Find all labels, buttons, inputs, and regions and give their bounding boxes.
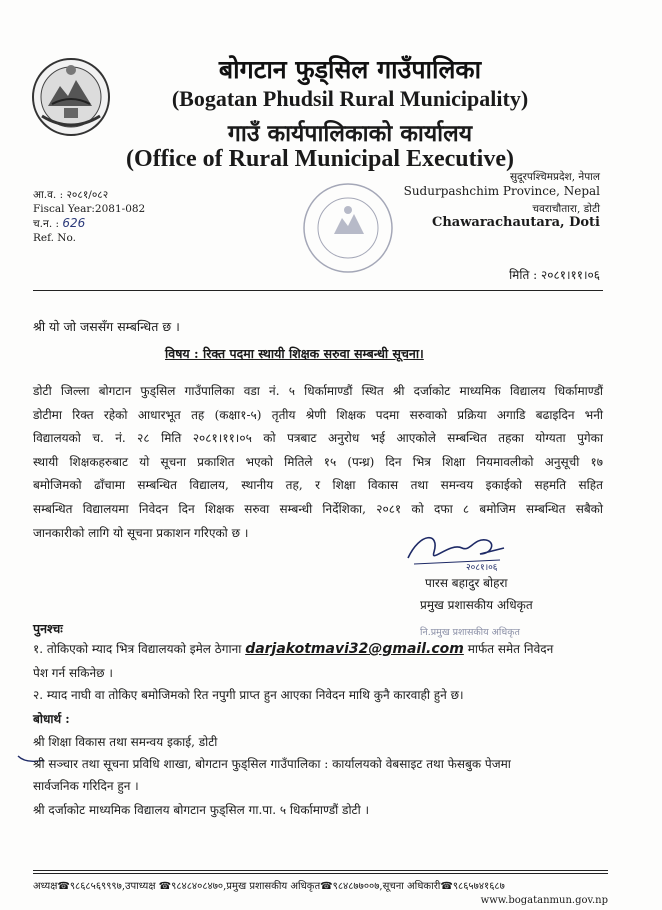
faint-officer-stamp: नि.प्रमुख प्रशासकीय अधिकृत <box>420 627 520 638</box>
school-email-link[interactable]: darjakotmavi32@gmail.com <box>245 641 464 657</box>
signatory-name: पारस बहादुर बोहरा <box>425 576 508 590</box>
org-name-en: (Bogatan Phudsil Rural Municipality) <box>171 86 529 111</box>
dispatch-number-value: 626 <box>62 216 86 230</box>
body-line: सम्बन्धित विद्यालयमा निवेदन दिन शिक्षक सरुवा सम्बन्धी निर्देशिका, २०८१ को दफा ८ बमोजिम सम्बन्धित सबैको <box>33 501 603 516</box>
fiscal-year-en: Fiscal Year:2081-082 <box>33 203 146 215</box>
footer-contacts: अध्यक्ष☎९८६८५६९९९७,उपाध्यक्ष ☎९८४८४०८४७०,प्रमुख प्रशासकीय अधिकृत☎९८४८७७००७,सूचना अधिकारी☎९८६५७४१६८७ <box>33 881 505 892</box>
postscript-item-1-tail: मार्फत समेत निवेदन <box>467 642 554 656</box>
signatory-title: प्रमुख प्रशासकीय अधिकृत <box>420 598 533 612</box>
place-en: Chawarachautara, Doti <box>432 215 600 230</box>
signature-date-mark: २०८१।०६ <box>466 563 498 572</box>
body-line: डोटीमा रिक्त रहेको आधारभूत तह (कक्षा१-५) तृतीय श्रेणी शिक्षक पदमा सरुवाको प्रक्रिया अगाडि बढाइदिन भनी <box>33 407 603 422</box>
dispatch-number <box>33 216 145 231</box>
letter-date: मिति : २०८१।११।०६ <box>509 268 600 282</box>
header-divider <box>33 290 603 291</box>
place-np: चवराचौतारा, डोटी <box>532 203 600 215</box>
cc-line-1: श्री शिक्षा विकास तथा समन्वय इकाई, डोटी <box>33 735 218 749</box>
address-block <box>404 170 600 230</box>
footer-divider <box>33 870 608 874</box>
handwritten-signature <box>400 528 510 572</box>
postscript-heading: पुनश्चः <box>33 621 63 636</box>
postscript-item-1-text: १. तोकिएको म्याद भित्र विद्यालयको इमेल ठेगाना <box>33 642 242 656</box>
body-line: स्थायी शिक्षकहरुबाट यो सूचना प्रकाशित भएको मितिले १५ (पन्ध्र) दिन भित्र शिक्षा नियमावलीको अनुसूची १७ <box>33 454 603 469</box>
office-seal-stamp <box>300 180 396 276</box>
office-name-en: (Office of Rural Municipal Executive) <box>126 146 514 172</box>
province-np: सुदूरपश्चिमप्रदेश, नेपाल <box>509 171 600 183</box>
org-name-np: बोगटान फुड्सिल गाउँपालिका <box>218 55 482 84</box>
footer-website[interactable]: www.bogatanmun.gov.np <box>480 895 608 906</box>
dispatch-number-label: च.न. : <box>33 218 60 230</box>
postscript-item-1-cont: पेश गर्न सकिनेछ । <box>33 666 113 680</box>
cc-line-2-cont: सार्वजनिक गरिदिन हुन । <box>33 779 139 793</box>
fiscal-year-np: आ.व. : २०८१/०८२ <box>33 189 109 201</box>
province-en: Sudurpashchim Province, Nepal <box>403 184 600 198</box>
nepal-emblem-logo <box>30 56 112 138</box>
body-line: बमोजिमको ढाँचामा सम्बन्धित विद्यालय, स्थानीय तह, र शिक्षा विकास तथा समन्वय इकाईको सहमति सहित <box>33 478 603 493</box>
cc-line-3: श्री दर्जाकोट माध्यमिक विद्यालय बोगटान फुड्सिल गा.पा. ५ धिर्कामाण्डौं डोटी । <box>33 803 370 817</box>
ref-no-label: Ref. No. <box>33 232 76 244</box>
body-line: डोटी जिल्ला बोगटान फुड्सिल गाउँपालिका वडा नं. ५ धिर्कामाण्डौं स्थित श्री दर्जाकोट माध्यमिक विद्यालय धिर्कामाण्डौं <box>33 384 603 398</box>
notice-body <box>33 380 603 545</box>
postscript-item-1 <box>33 640 553 657</box>
body-line: विद्यालयको च. नं. २८ मिति २०८१।११।०५ को पत्रबाट अनुरोध भई आएकोले सम्बन्धित तहका योग्यता पुगेका <box>33 431 603 446</box>
salutation: श्री यो जो जससँग सम्बन्धित छ । <box>33 319 180 334</box>
cc-heading: बोधार्थ : <box>33 712 70 726</box>
cc-line-2: श्री सञ्चार तथा सूचना प्रविधि शाखा, बोगटान फुड्सिल गाउँपालिका : कार्यालयको वेबसाइट तथा फेसबुक पेजमा <box>33 757 511 771</box>
office-name-np: गाउँ कार्यपालिकाको कार्यालय <box>227 120 473 147</box>
subject-line: विषय : रिक्त पदमा स्थायी शिक्षक सरुवा सम्बन्धी सूचना। <box>165 346 424 361</box>
reference-block <box>33 188 145 245</box>
postscript-item-2: २. म्याद नाघी वा तोकिए बमोजिमको रित नपुगी प्राप्त हुन आएका निवेदन माथि कुनै कारवाही हुने छ। <box>33 688 464 702</box>
body-line: जानकारीको लागि यो सूचना प्रकाशन गरिएको छ । <box>33 525 249 540</box>
